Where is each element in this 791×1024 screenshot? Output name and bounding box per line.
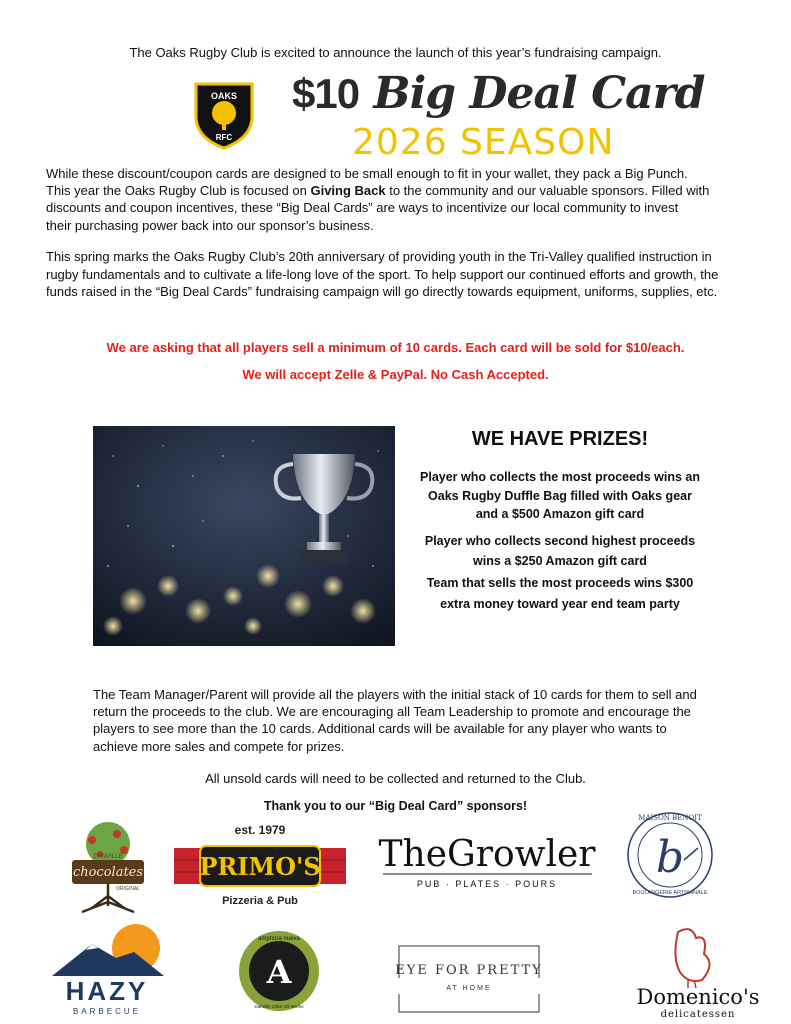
svg-text:A: A	[266, 953, 292, 991]
hazy-barbecue-logo	[48, 918, 166, 1018]
the-growler-logo	[375, 830, 600, 892]
prize-first: Player who collects the most proceeds wins an Oaks Rugby Duffle Bag filled with Oaks gear and a $500 Amazon gift card	[420, 470, 700, 522]
primos-logo	[170, 818, 350, 913]
giving-back-emphasis: Giving Back	[310, 183, 386, 199]
domenicos-logo	[618, 924, 784, 1020]
prize-team: Team that sells the most proceeds wins $300 extra money toward year end team party	[426, 576, 694, 611]
card-price: $10	[292, 70, 360, 117]
svg-text:PRIMO'S: PRIMO'S	[199, 852, 321, 881]
card-title: Big Deal Card	[373, 68, 705, 119]
para1-line: discounts and coupon incentives, these “Big Deal Cards” are ways to incentivize our local community to invest	[46, 200, 679, 216]
sponsors-thanks: Thank you to our “Big Deal Card” sponsors!	[263, 799, 528, 813]
paragraph-team-manager: The Team Manager/Parent will provide all the players with the initial stack of 10 cards for them to sell and return the proceeds to the club. We are encouraging all Team Leadership to promote and encourage the players to see more than the 10 cards. Additional cards will be available for any player who wants to achieve more sales and compete for prizes.	[93, 687, 697, 754]
shield-top-text: OAKS	[210, 91, 238, 101]
svg-text:chocolates: chocolates	[72, 865, 144, 880]
prize-second: Player who collects second highest proceeds wins a $250 Amazon gift card	[424, 534, 696, 568]
danville-chocolates-logo	[62, 818, 154, 914]
amphora-nueva-logo	[236, 928, 322, 1014]
svg-text:BARBECUE: BARBECUE	[72, 1007, 142, 1016]
svg-text:DANVILLE: DANVILLE	[93, 854, 123, 860]
paragraph-anniversary: This spring marks the Oaks Rugby Club’s 20th anniversary of providing youth in the Tri-Valley qualified instruction in rugby fundamentals and to cultivate a life-long love of the sport. To help support our continued efforts and growth, the funds raised in the “Big Deal Cards” fundraising campaign will go directly towards equipment, uniforms, supplies, etc.	[46, 249, 719, 300]
sales-requirement: We are asking that all players sell a minimum of 10 cards. Each card will be sold for $10/each.	[106, 340, 685, 355]
paragraph-intro	[46, 165, 746, 234]
svg-text:TheGrowler: TheGrowler	[378, 834, 596, 875]
para1-line: their purchasing power back into our sponsor’s business.	[46, 217, 374, 233]
shield-bottom-text: RFC	[215, 133, 233, 142]
para1-line: This year the Oaks Rugby Club is focused on Giving Back to the community and our valuable sponsors. Filled with	[46, 183, 710, 199]
svg-text:HAZY: HAZY	[65, 976, 149, 1006]
trophy-image	[93, 426, 395, 646]
payment-methods: We will accept Zelle & PayPal. No Cash Accepted.	[242, 367, 549, 382]
big-deal-card-title	[292, 68, 705, 119]
svg-text:BOULANGERIE ARTISANALE: BOULANGERIE ARTISANALE	[632, 890, 708, 896]
oaks-rfc-shield-logo	[192, 80, 256, 150]
svg-text:EYE FOR PRETTY: EYE FOR PRETTY	[395, 963, 543, 978]
svg-text:Pizzeria & Pub: Pizzeria & Pub	[222, 895, 298, 907]
svg-text:est. 1979: est. 1979	[234, 823, 286, 837]
svg-text:amphora nueva: amphora nueva	[258, 936, 300, 942]
prizes-heading: WE HAVE PRIZES!	[471, 428, 649, 450]
season-label: 2026 SEASON	[352, 122, 615, 163]
svg-text:AT HOME: AT HOME	[446, 985, 492, 992]
svg-text:b: b	[655, 832, 685, 883]
svg-text:Danville Olive Oil Works: Danville Olive Oil Works	[254, 1004, 304, 1009]
svg-text:PUB · PLATES · POURS: PUB · PLATES · POURS	[416, 879, 558, 889]
svg-text:MAISON BENOIT: MAISON BENOIT	[638, 814, 702, 822]
eye-for-pretty-logo	[385, 940, 553, 1018]
unsold-cards-note: All unsold cards will need to be collected and returned to the Club.	[205, 771, 586, 786]
para1-line: While these discount/coupon cards are designed to be small enough to fit in your wallet, they pack a Big Punch.	[46, 166, 688, 181]
svg-text:ORIGINAL: ORIGINAL	[116, 886, 140, 892]
intro-text: The Oaks Rugby Club is excited to announce the launch of this year’s fundraising campaign.	[129, 45, 662, 60]
svg-text:delicatessen: delicatessen	[660, 1009, 736, 1020]
svg-text:Domenico's: Domenico's	[636, 985, 760, 1009]
maison-benoit-logo	[624, 800, 716, 910]
